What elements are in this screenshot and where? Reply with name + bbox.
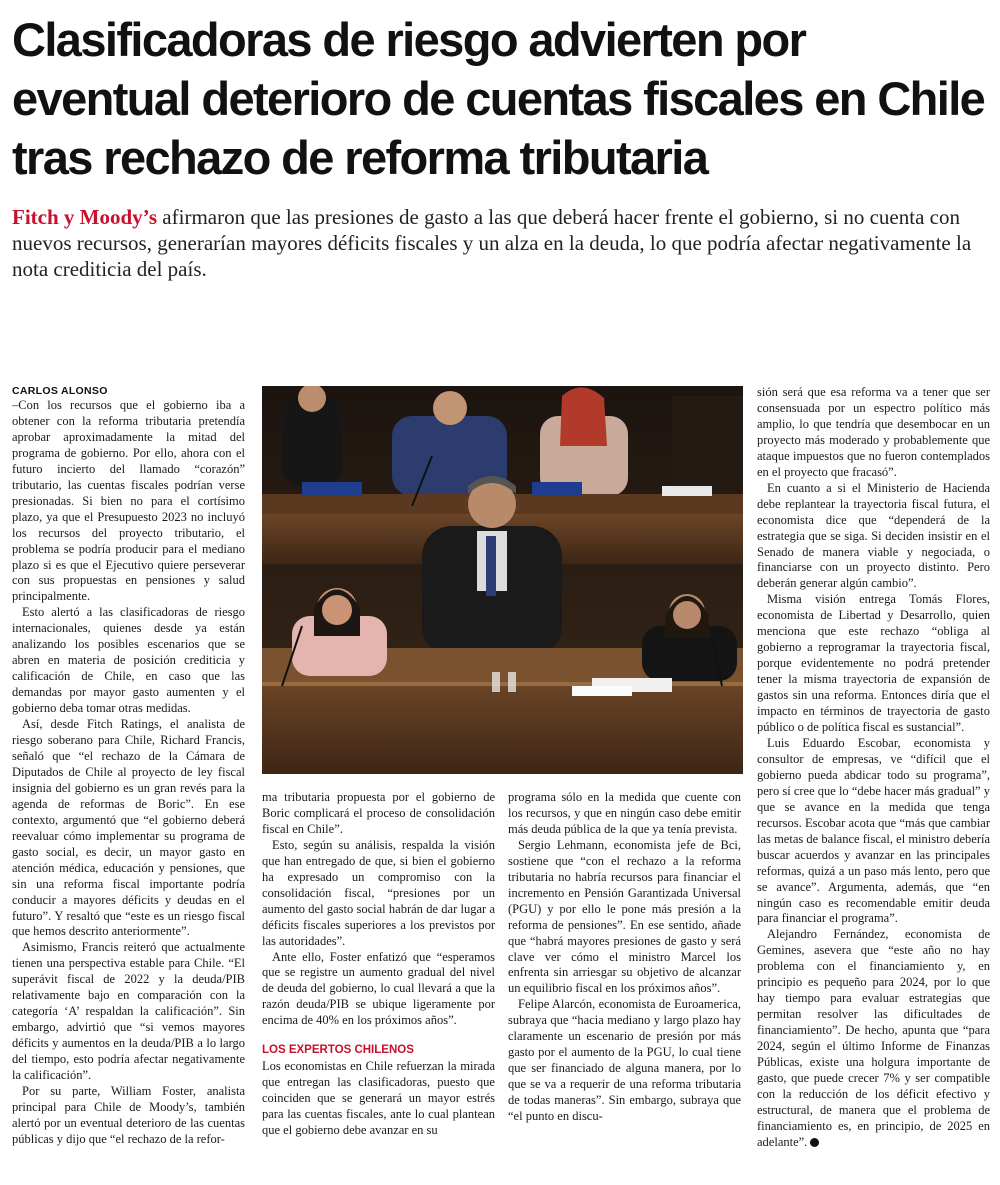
paragraph: Los economistas en Chile refuerzan la mirada que entregan las clasificadoras, puesto que coinciden que se generará un mayor estrés para las cuentas fiscales, ante lo cual plantean que el gobierno debe avanzar en su — [262, 1059, 495, 1138]
news-photo — [262, 386, 743, 774]
paragraph: programa sólo en la medida que cuente con los recursos, y que en ningún caso debe emitir más deuda pública de la que ya tenía prevista. — [508, 790, 741, 836]
paragraph: –Con los recursos que el gobierno iba a obtener con la reforma tributaria pretendía aprobar aproximadamente la mitad del programa de gobierno. Por ello, ahora con el futuro incierto del llamado “corazón” tributario, las cuentas fiscales podrían verse presionadas. Si bien no para el cortísimo plazo, ya que el Presupuesto 2023 no incluyó los recursos del proyecto tributario, el problema se podría producir para el mediano plazo si es que el Ejecutivo quiere perseverar con sus propuestas en pensiones y salud principalmente. — [12, 398, 245, 604]
paragraph: Ante ello, Foster enfatizó que “esperamos que se registre un aumento gradual del nivel de deuda del gobierno, lo cual llevará a que la razón deuda/PIB se ubique ligeramente por encima de 40% en los próximos años”. — [262, 949, 495, 1028]
headline: Clasificadoras de riesgo advierten por eventual deterioro de cuentas fiscales en Chile tras rechazo de reforma tributaria — [12, 13, 985, 184]
paragraph: Esto alertó a las clasificadoras de riesgo internacionales, quienes desde ya están analizando los posibles escenarios que se abren en materia de posición crediticia y calificación de Chile, en caso que las demandas por mayor gasto aumenten y el gobierno deba tomar otras medidas. — [12, 605, 245, 716]
byline: CARLOS ALONSO — [12, 385, 108, 397]
parliament-session-photo — [262, 386, 743, 774]
paragraph: Misma visión entrega Tomás Flores, economista de Libertad y Desarrollo, quien menciona que este rechazo “obliga al gobierno a reprogramar la trayectoria fiscal, porque evidentemente no podrá pretender tener la misma trayectoria de expansión de gastos sin una reforma. Entonces diría que el impacto en términos de trayectoria de gasto público o de política fiscal es sustancial”. — [757, 592, 990, 735]
paragraph — [757, 927, 990, 1150]
lead-paragraph — [12, 204, 987, 282]
paragraph: Sergio Lehmann, economista jefe de Bci, sostiene que “con el rechazo a la reforma tributaria no habría recursos para financiar el incremento en Pensión Garantizada Universal (PGU) y por ello le pone más presión a la reforma de pensiones”. En ese sentido, añade que “habrá mayores presiones de gasto y será clave ver cómo el ministro Marcel los enfrenta sin arriesgar su objetivo de alcanzar un equilibrio fiscal en los próximos años”. — [508, 837, 741, 996]
paragraph: Felipe Alarcón, economista de Euroamerica, subraya que “hacia mediano y largo plazo hay claramente un escenario de presión por más gasto por el aumento de la PGU, lo cual tiene que ser financiado de alguna manera, por lo que se va a requerir de una reforma tributaria de todas maneras”. Sin embargo, subraya que “el punto en discu- — [508, 997, 741, 1124]
article-column-2 — [262, 790, 495, 1185]
paragraph: Asimismo, Francis reiteró que actualmente tienen una perspectiva estable para Chile. “El superávit fiscal de 2022 y la deuda/PIB relativamente bajo en comparación con la categoría ‘A’ respaldan la calificación”. Sin embargo, advirtió que “si vemos mayores déficits y aumentos en la deuda/PIB a lo largo del tiempo, esto podría afectar negativamente la calificación”. — [12, 940, 245, 1083]
paragraph: En cuanto a si el Ministerio de Hacienda debe replantear la trayectoria fiscal futura, el economista dice que “dependerá de la estrategia que se siga. Si deciden insistir en el Senado de manera viable y negociada, o financiarse con un proyecto distinto. Pero deberán generar algún cambio”. — [757, 480, 990, 591]
section-subhead: LOS EXPERTOS CHILENOS — [262, 1044, 414, 1057]
article-column-4 — [757, 385, 990, 1185]
paragraph: sión será que esa reforma va a tener que ser consensuada por un espectro político más amplio, lo que tendría que desembocar en un proyecto más moderado y probablemente que ataque impuestos que no fueron contemplados en el proyecto que fracasó”. — [757, 385, 990, 479]
article-column-3 — [508, 790, 741, 1185]
paragraph: Por su parte, William Foster, analista principal para Chile de Moody’s, también alertó por un eventual deterioro de las cuentas públicas y dijo que “el rechazo de la refor- — [12, 1083, 245, 1146]
paragraph: Luis Eduardo Escobar, economista y consultor de empresas, ve “difícil que el gobierno pueda abdicar todo su programa”, pero sí cree que lo “debe hacer más gradual” y que se avance en la medida que tenga recursos. Escobar acota que “más que cambiar las metas de balance fiscal, el ministro debería buscar acuerdos y avanzar en las principales reformas, quizá a un paso más lento, pero que se avance”. Argumenta, además, que “en ningún caso es recomendable emitir deuda para financiar el programa”. — [757, 735, 990, 926]
paragraph: Esto, según su análisis, respalda la visión que han entregado de que, si bien el gobierno ha expresado un compromiso con la consolidación fiscal, “presiones por un aumento del gasto social habrán de dar lugar a déficits fiscales superiores a los previstos por las autoridades”. — [262, 837, 495, 948]
final-paragraph-text: Alejandro Fernández, economista de Gemines, asevera que “este año no hay problema con el financiamiento y, en principio es pequeño para 2024, por lo que hay tiempo para evaluar estrategias que permitan resolver las dificultades de financiamiento”. De hecho, apunta que “para 2024, según el último Informe de Finanzas Públicas, existe una holgura importante de gasto, que puede crecer 7% y ser compatible con la reducción de los déficit efectivo y estructural, de manera que el problema de financiamiento es, en principio, de 2025 en adelante”. — [757, 927, 990, 1149]
lead-highlight: Fitch y Moody’s — [12, 205, 158, 229]
paragraph: Así, desde Fitch Ratings, el analista de riesgo soberano para Chile, Richard Francis, señaló que “el rechazo de la Cámara de Diputados de Chile al proyecto de ley fiscal insignia del gobierno es un gran revés para la agenda de reformas de Boric”. En ese contexto, argumentó que “el gobierno deberá reevaluar cómo implementar su programa de gasto social, es decir, un mayor gasto en atención médica, educación y pensiones, que sin una reforma fiscal importante podría conducir a mayores déficits y deudas en el futuro”. Y resaltó que “este es un riesgo fiscal que hemos descrito anteriormente”. — [12, 717, 245, 939]
end-mark-icon — [810, 1138, 819, 1147]
lead-text: afirmaron que las presiones de gasto a las que deberá hacer frente el gobierno, si no cuenta con nuevos recursos, generarían mayores déficits fiscales y un alza en la deuda, lo que podría afectar negativamente la nota crediticia del país. — [12, 205, 972, 281]
article-column-1 — [12, 385, 245, 1185]
paragraph: ma tributaria propuesta por el gobierno de Boric complicará el proceso de consolidación fiscal en Chile”. — [262, 790, 495, 836]
